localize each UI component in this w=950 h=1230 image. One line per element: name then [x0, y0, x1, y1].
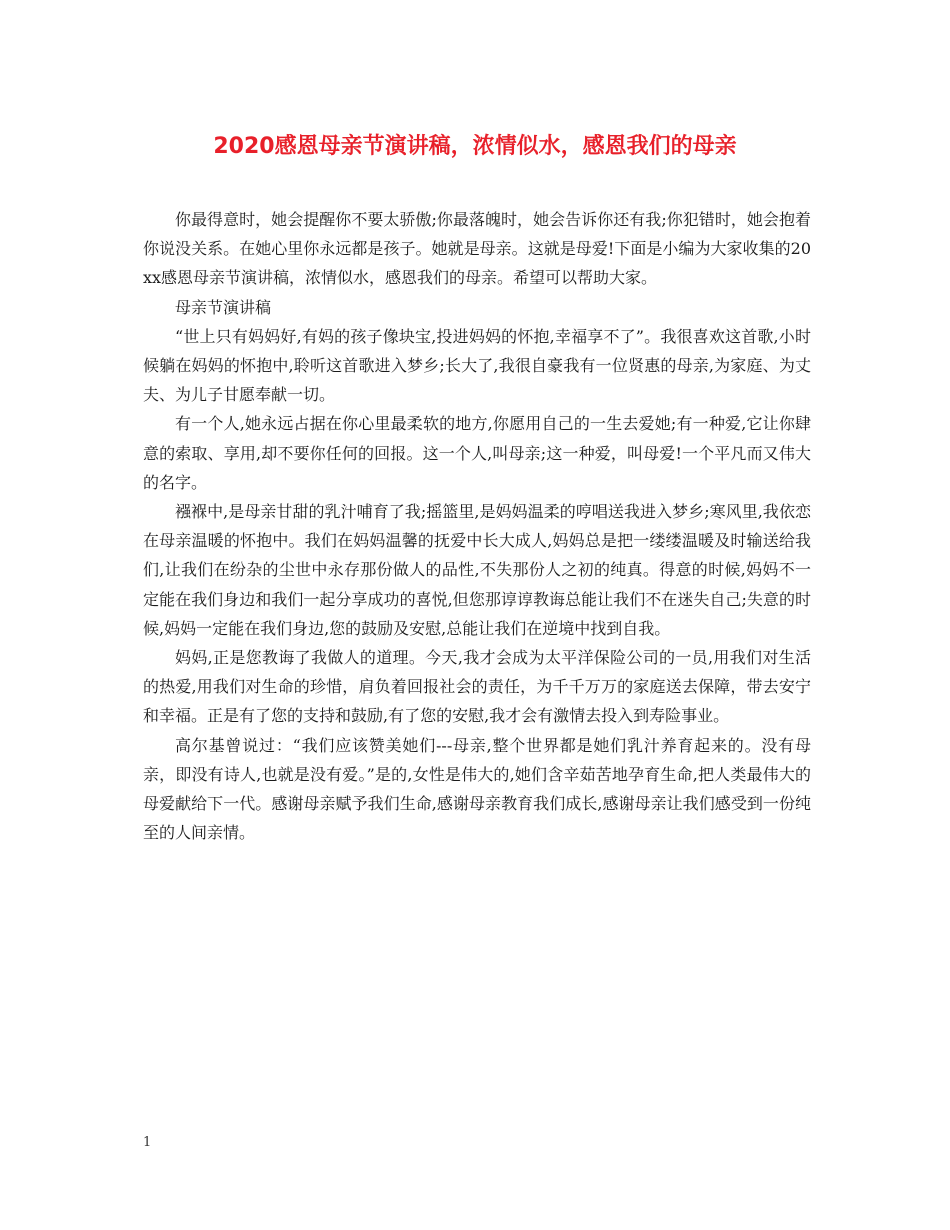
section-heading: 母亲节演讲稿: [175, 297, 272, 317]
document-body: [143, 205, 811, 847]
body-paragraph: 有一个人,她永远占据在你心里最柔软的地方,你愿用自己的一生去爱她;有一种爱,它让你肆意的索取、享用,却不要你任何的回报。这一个人,叫母亲;这一种爱，叫母爱!一个平凡而又伟大的名字。: [143, 414, 811, 492]
body-paragraph: 襁褓中,是母亲甘甜的乳汁哺育了我;摇篮里,是妈妈温柔的哼唱送我进入梦乡;寒风里,我依恋在母亲温暖的怀抱中。我们在妈妈温馨的抚爱中长大成人,妈妈总是把一缕缕温暖及时输送给我们,让我们在纷杂的尘世中永存那份做人的品性,不失那份人之初的纯真。得意的时候,妈妈不一定能在我们身边和我们一起分享成功的喜悦,但您那谆谆教诲总能让我们不在迷失自己;失意的时候,妈妈一定能在我们身边,您的鼓励及安慰,总能让我们在逆境中找到自我。: [143, 502, 811, 638]
intro-paragraph: 你最得意时，她会提醒你不要太骄傲;你最落魄时，她会告诉你还有我;你犯错时，她会抱着你说没关系。在她心里你永远都是孩子。她就是母亲。这就是母爱!下面是小编为大家收集的20xx感恩母亲节演讲稿，浓情似水，感恩我们的母亲。希望可以帮助大家。: [143, 210, 811, 288]
body-paragraph: 妈妈,正是您教诲了我做人的道理。今天,我才会成为太平洋保险公司的一员,用我们对生活的热爱,用我们对生命的珍惜，肩负着回报社会的责任，为千千万万的家庭送去保障，带去安宁和幸福。正是有了您的支持和鼓励,有了您的安慰,我才会有激情去投入到寿险事业。: [143, 648, 811, 726]
body-paragraph: “世上只有妈妈好,有妈的孩子像块宝,投进妈妈的怀抱,幸福享不了”。我很喜欢这首歌,小时候躺在妈妈的怀抱中,聆听这首歌进入梦乡;长大了,我很自豪我有一位贤惠的母亲,为家庭、为丈夫、为儿子甘愿奉献一切。: [143, 326, 811, 405]
page-number: 1: [143, 1135, 152, 1150]
body-paragraph: 高尔基曾说过：“我们应该赞美她们---母亲,整个世界都是她们乳汁养育起来的。没有母亲，即没有诗人,也就是没有爱。”是的,女性是伟大的,她们含辛茹苦地孕育生命,把人类最伟大的母爱献给下一代。感谢母亲赋予我们生命,感谢母亲教育我们成长,感谢母亲让我们感受到一份纯至的人间亲情。: [143, 735, 811, 843]
document-title: 2020感恩母亲节演讲稿，浓情似水，感恩我们的母亲: [213, 134, 737, 159]
